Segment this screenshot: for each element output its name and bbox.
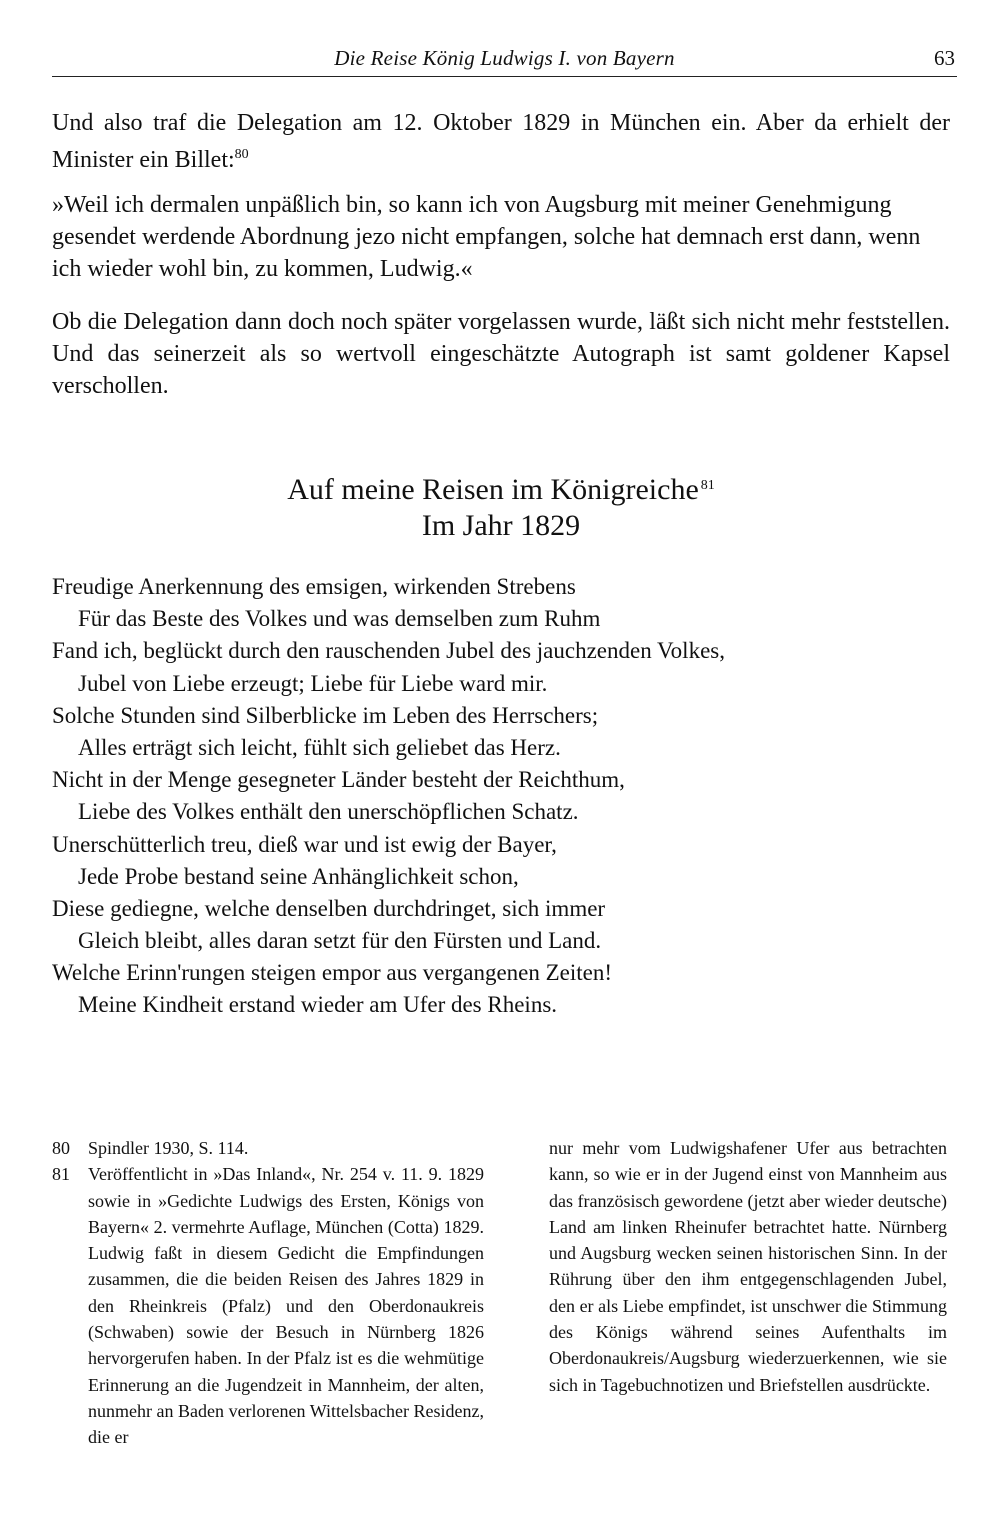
poem (52, 571, 950, 1022)
footnote-number: 81 (52, 1164, 70, 1185)
poem-line: Diese gediegne, welche denselben durchdringet, sich immer (52, 895, 606, 921)
block-quote: »Weil ich dermalen unpäßlich bin, so kann ich von Augsburg mit meiner Genehmigung gesendet werdende Abordnung jezo nicht empfangen, solche hat demnach erst dann, wenn ich wieder wohl bin, zu kommen, Ludwig.« (52, 192, 921, 282)
running-header (52, 44, 957, 77)
poem-line: Jede Probe bestand seine Anhänglichkeit schon, (78, 863, 519, 889)
footnote-number: 80 (52, 1138, 70, 1158)
body-paragraph: Ob die Delegation dann doch noch später vorgelassen wurde, läßt sich nicht mehr feststellen. Und das seinerzeit als so wertvoll eingeschätzte Autograph ist samt goldener Kapsel verschollen. (52, 309, 950, 399)
poem-line: Für das Beste des Volkes und was demselben zum Ruhm (78, 606, 601, 632)
paragraph-text: Und also traf die Delegation am 12. Oktober 1829 in München ein. Aber da erhielt der Minister ein Billet: (52, 110, 950, 173)
poem-line: Liebe des Volkes enthält den unerschöpflichen Schatz. (78, 799, 579, 825)
footnote-ref: 80 (234, 147, 249, 162)
poem-line: Nicht in der Menge gesegneter Länder besteht der Reichthum, (52, 767, 625, 793)
running-title: Die Reise König Ludwigs I. von Bayern (334, 46, 675, 70)
poem-line: Solche Stunden sind Silberblicke im Leben des Herrschers; (52, 702, 599, 728)
poem-title (52, 472, 950, 544)
body-paragraph (52, 107, 950, 176)
footnote-continuation: nur mehr vom Ludwigshafener Ufer aus betrachten kann, so wie er in der Jugend einst von Mannheim aus das französisch gewordene (jetzt aber wieder deutsche) Land am linken Rheinufer betrachtet hatte. Nürnberg und Augsburg wecken seinen historischen Sinn. In der Rührung über den ihm entgegenschlagenden Jubel, den er als Liebe empfindet, ist unschwer die Stimmung des Königs während seines Aufenthalts im Oberdonaukreis/Augsburg wiederzuerkennen, wie sie sich in Tagebuchnotizen und Briefstellen ausdrückte. (549, 1138, 947, 1395)
poem-line: Gleich bleibt, alles daran setzt für den Fürsten und Land. (78, 928, 602, 954)
footnote-ref: 81 (700, 478, 715, 493)
poem-line: Welche Erinn'rungen steigen empor aus vergangenen Zeiten! (52, 960, 613, 986)
poem-line: Meine Kindheit erstand wieder am Ufer des Rheins. (78, 992, 558, 1018)
poem-line: Unerschütterlich treu, dieß war und ist ewig der Bayer, (52, 831, 557, 857)
footnote-text: Veröffentlicht in »Das Inland«, Nr. 254 v. 11. 9. 1829 sowie in »Gedichte Ludwigs des Ersten, Königs von Bayern« 2. vermehrte Auflage, München (Cotta) 1829. Ludwig faßt in diesem Gedicht die Empfindungen zusammen, die die beiden Reisen des Jahres 1829 in den Rheinkreis (Pfalz) und den Oberdonaukreis (Schwaben) sowie der Besuch in Nürnberg 1826 hervorgerufen haben. In der Pfalz ist es die wehmütige Erinnerung an die Jugendzeit in Mannheim, der alten, nunmehr an Baden verlorenen Wittelsbacher Residenz, die er (88, 1164, 484, 1448)
poem-line: Fand ich, beglückt durch den rauschenden Jubel des jauchzenden Volkes, (52, 638, 725, 664)
footnote-text: Spindler 1930, S. 114. (88, 1138, 249, 1158)
poem-title-line (52, 472, 950, 508)
poem-line: Alles erträgt sich leicht, fühlt sich geliebet das Herz. (78, 734, 561, 760)
page-number: 63 (934, 46, 955, 70)
footnotes-column-left (52, 1135, 484, 1451)
footnote (52, 1161, 484, 1450)
footnotes-column-right (549, 1135, 947, 1398)
poem-subtitle: Im Jahr 1829 (421, 509, 581, 542)
footnote (52, 1135, 484, 1161)
poem-line: Jubel von Liebe erzeugt; Liebe für Liebe ward mir. (78, 670, 548, 696)
poem-title-text: Auf meine Reisen im Königreiche (287, 473, 699, 506)
poem-line: Freudige Anerkennung des emsigen, wirkenden Strebens (52, 574, 576, 599)
